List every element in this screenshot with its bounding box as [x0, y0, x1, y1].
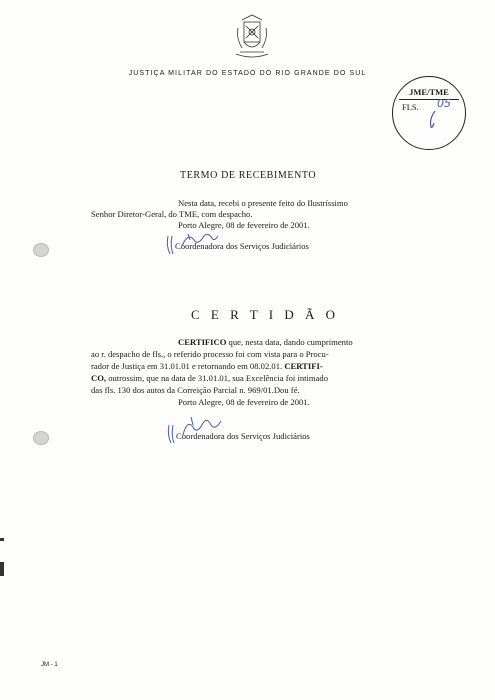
page-number-stamp [392, 76, 466, 150]
certidao-line-4-rest: outrossim, que na data de 31.01.01, sua Excelência foi intimado [106, 373, 328, 383]
certidao-signature-role: Coordenadora dos Serviços Judiciários [176, 431, 310, 441]
certidao-line-4 [91, 373, 328, 383]
certidao-signature [165, 413, 225, 445]
edge-mark-2 [0, 562, 4, 576]
certidao-line-3-bold: CERTIFI- [284, 361, 323, 371]
receipt-date: Porto Alegre, 08 de fevereiro de 2001. [178, 220, 310, 230]
edge-mark-1 [0, 538, 4, 541]
receipt-line-2: Senhor Diretor-Geral, do TME, com despacho. [91, 209, 253, 219]
coat-of-arms-icon [234, 14, 270, 58]
receipt-title: TERMO DE RECEBIMENTO [180, 170, 317, 181]
certidao-line-1 [178, 337, 353, 347]
certidao-line-5: das fls. 130 dos autos da Correição Parcial n. 969/01.Dou fé. [91, 385, 300, 395]
institution-header: JUSTIÇA MILITAR DO ESTADO DO RIO GRANDE DO SUL [128, 70, 367, 77]
receipt-line-1: Nesta data, recebi o presente feito do Ilustríssimo [178, 198, 348, 208]
stamp-fls-label: FLS. [402, 102, 419, 112]
certidao-line-3 [91, 361, 323, 371]
certidao-line-3-start: rador de Justiça em 31.01.01 e retornando em 08.02.01. [91, 361, 285, 371]
certidao-title: C E R T I D Ã O [191, 307, 339, 322]
punch-hole-bottom [33, 431, 49, 445]
form-code: JM - 1 [41, 662, 58, 668]
stamp-fls-number: 05 [437, 97, 451, 110]
receipt-signature-role: Coordenadora dos Serviços Judiciários [175, 241, 309, 251]
certidao-line-1-rest: que, nesta data, dando cumprimento [226, 337, 353, 347]
certidao-date: Porto Alegre, 08 de fevereiro de 2001. [178, 397, 310, 407]
certidao-line-2: ao r. despacho de fls., o referido processo foi com vista para o Procu- [91, 349, 329, 359]
punch-hole-top [33, 243, 49, 257]
receipt-signature [164, 228, 222, 256]
stamp-initial-signature [423, 109, 443, 131]
certidao-line-4-bold: CO, [91, 373, 107, 383]
certidao-line-1-bold: CERTIFICO [178, 337, 227, 347]
stamp-label: JME/TME [409, 87, 449, 97]
